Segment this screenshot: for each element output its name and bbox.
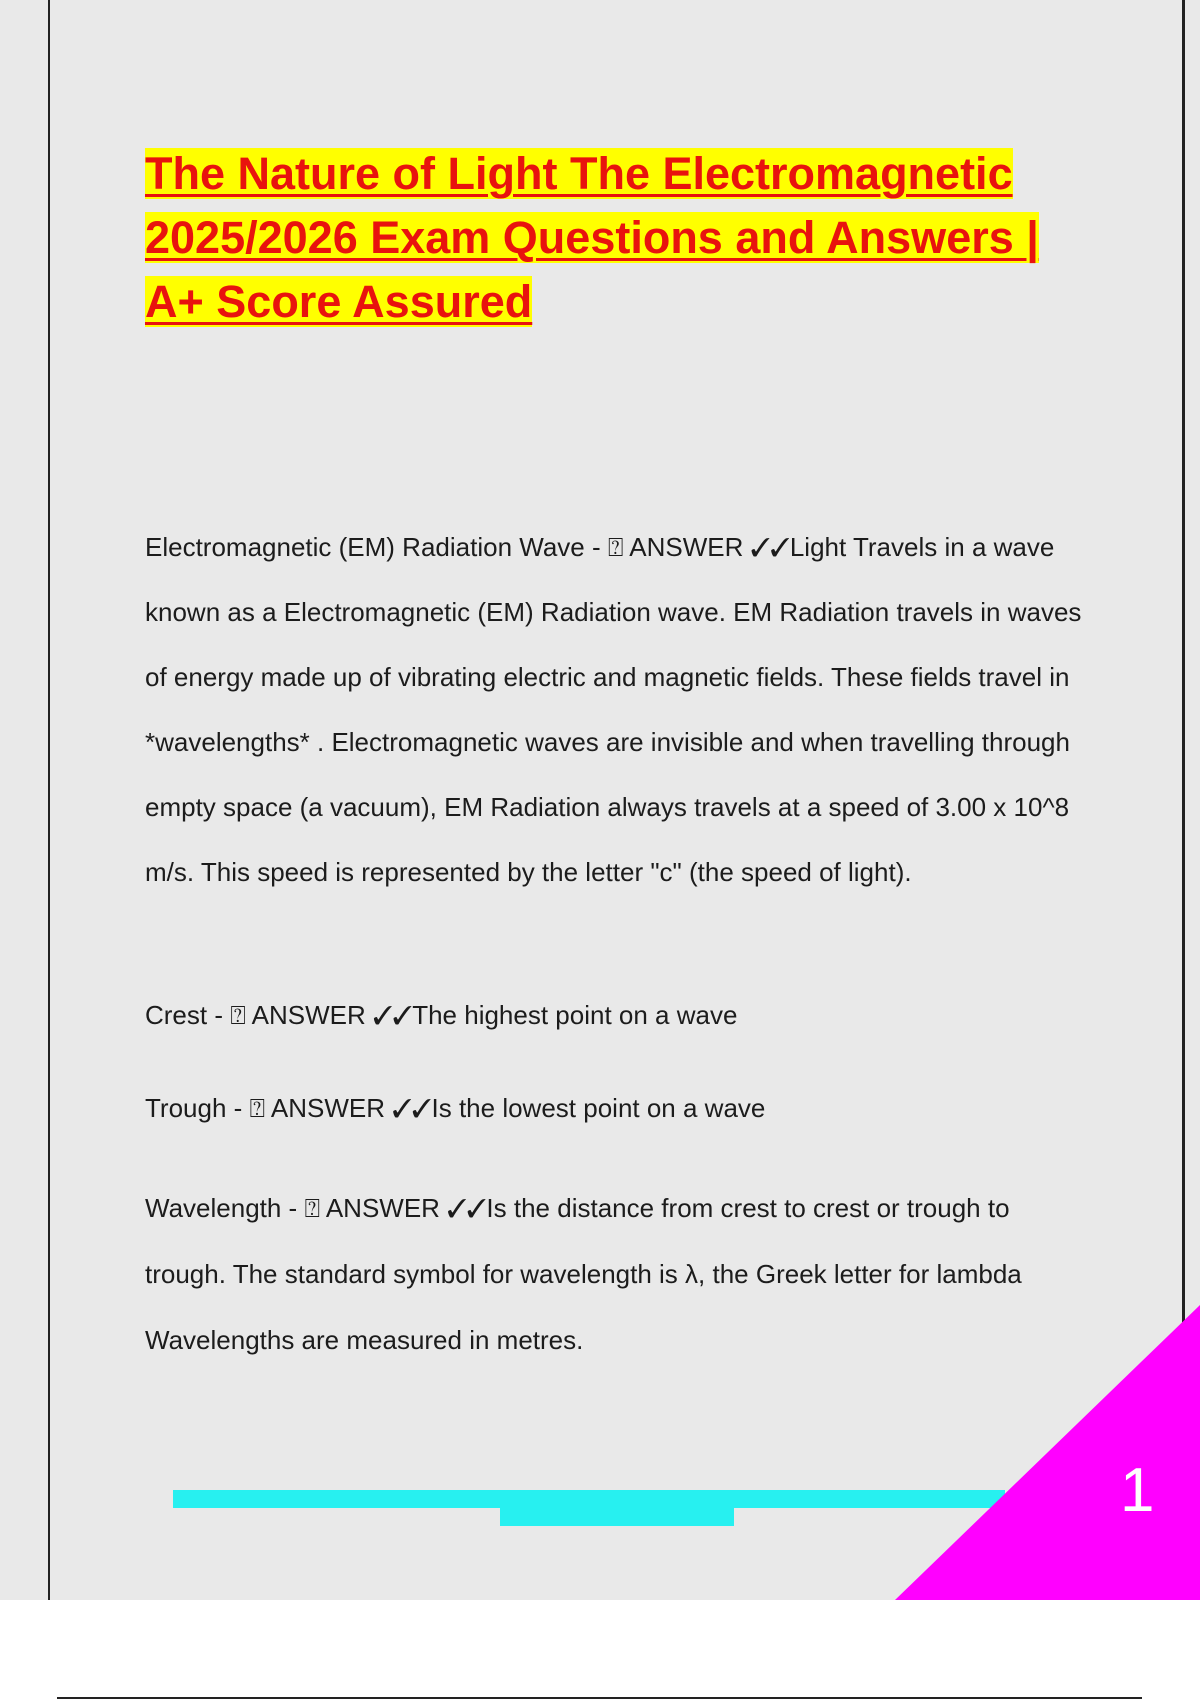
magenta-corner-triangle	[895, 1305, 1200, 1600]
entry-trough: Trough - ⍰ ANSWER ✓✓Is the lowest point on a wave	[145, 1093, 766, 1123]
entry-wavelength: Wavelength - ⍰ ANSWER ✓✓Is the distance from crest to crest or trough to trough. The standard symbol for wavelength is λ, the Greek letter for lambda Wavelengths are measured in metres.	[145, 1193, 1022, 1355]
footer-divider	[57, 1697, 1142, 1699]
entry-crest: Crest - ⍰ ANSWER ✓✓The highest point on a wave	[145, 1000, 738, 1030]
page-number: 1	[1120, 1456, 1155, 1525]
entry-em-radiation-wave: Electromagnetic (EM) Radiation Wave - ⍰ ANSWER ✓✓Light Travels in a wave known as a Electromagnetic (EM) Radiation wave. EM Radiation travels in waves of energy made up of vibrating electric and magnetic fields. These fields travel in *wavelengths* . Electromagnetic waves are invisible and when travelling through empty space (a vacuum), EM Radiation always travels at a speed of 3.00 x 10^8 m/s. This speed is represented by the letter "c" (the speed of light).	[145, 532, 1082, 887]
title-highlight: The Nature of Light The Electromagnetic 2025/2026 Exam Questions and Answers | A+ Score Assured	[145, 148, 1039, 327]
